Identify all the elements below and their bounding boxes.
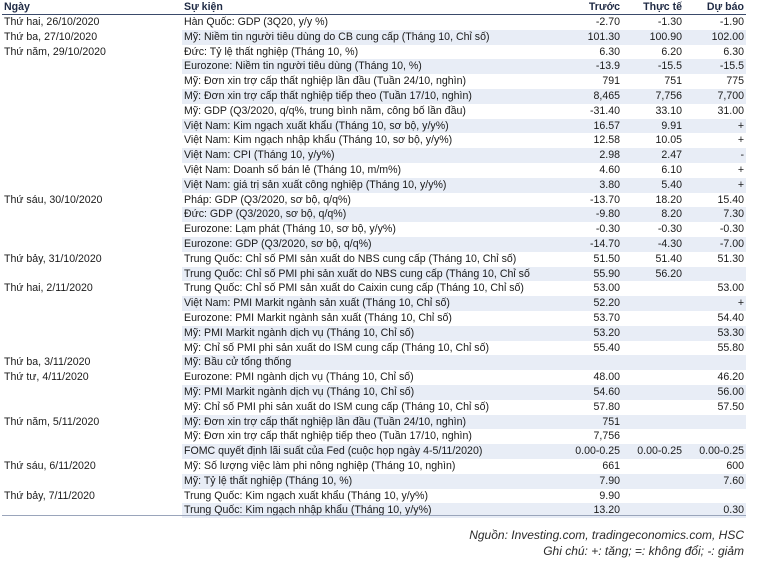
row-previous: 7.90 — [560, 474, 622, 489]
table-row — [2, 415, 746, 430]
row-event: Đức: GDP (Q3/2020, sơ bộ, q/q%) — [182, 207, 560, 222]
table-row — [2, 15, 746, 30]
row-previous: 751 — [560, 415, 622, 430]
row-forecast: 15.40 — [684, 193, 746, 208]
row-previous: 661 — [560, 459, 622, 474]
row-previous: 2.98 — [560, 148, 622, 163]
row-previous: 4.60 — [560, 163, 622, 178]
row-actual — [622, 311, 684, 326]
row-event: Eurozone: GDP (Q3/2020, sơ bộ, q/q%) — [182, 237, 560, 252]
row-actual: -15.5 — [622, 59, 684, 74]
row-actual — [622, 400, 684, 415]
row-actual: 8.20 — [622, 207, 684, 222]
row-forecast: -15.5 — [684, 59, 746, 74]
row-actual — [622, 296, 684, 311]
row-event: Việt Nam: giá trị sản xuất công nghiệp (Tháng 10, y/y%) — [182, 178, 560, 193]
row-date — [2, 267, 182, 282]
row-date — [2, 163, 182, 178]
table-row — [2, 355, 746, 370]
footer-divider — [2, 515, 746, 516]
row-actual: 2.47 — [622, 148, 684, 163]
row-forecast: 7.30 — [684, 207, 746, 222]
table-row — [2, 133, 746, 148]
header-event: Sự kiện — [182, 0, 560, 15]
row-previous: 53.20 — [560, 326, 622, 341]
row-event: Trung Quốc: Chỉ số PMI sản xuất do Caixin cung cấp (Tháng 10, Chỉ số) — [182, 281, 560, 296]
row-actual: 7,756 — [622, 89, 684, 104]
row-event: Eurozone: Niềm tin người tiêu dùng (Tháng 10, %) — [182, 59, 560, 74]
row-forecast: 7,700 — [684, 89, 746, 104]
table-row — [2, 222, 746, 237]
table-row — [2, 193, 746, 208]
row-date — [2, 133, 182, 148]
row-event: Eurozone: PMI Markit ngành sản xuất (Tháng 10, Chỉ số) — [182, 311, 560, 326]
row-forecast: 54.40 — [684, 311, 746, 326]
row-event: Mỹ: Tỷ lệ thất nghiệp (Tháng 10, %) — [182, 474, 560, 489]
row-previous: -31.40 — [560, 104, 622, 119]
row-date — [2, 59, 182, 74]
table-row — [2, 252, 746, 267]
table-row — [2, 89, 746, 104]
table-row — [2, 30, 746, 45]
row-actual: 56.20 — [622, 267, 684, 282]
row-event: Mỹ: PMI Markit ngành dịch vụ (Tháng 10, Chỉ số) — [182, 385, 560, 400]
row-date — [2, 148, 182, 163]
row-event: Eurozone: PMI ngành dịch vụ (Tháng 10, Chỉ số) — [182, 370, 560, 385]
row-event: Việt Nam: CPI (Tháng 10, y/y%) — [182, 148, 560, 163]
row-actual: -1.30 — [622, 15, 684, 30]
row-previous: 52.20 — [560, 296, 622, 311]
row-forecast: 56.00 — [684, 385, 746, 400]
row-date — [2, 474, 182, 489]
table-row — [2, 341, 746, 356]
row-previous: 7,756 — [560, 429, 622, 444]
row-actual: 6.10 — [622, 163, 684, 178]
row-previous: 53.70 — [560, 311, 622, 326]
row-actual — [622, 474, 684, 489]
row-actual: 51.40 — [622, 252, 684, 267]
row-actual: 9.91 — [622, 119, 684, 134]
row-actual: 6.20 — [622, 45, 684, 60]
row-date — [2, 385, 182, 400]
row-event: Việt Nam: Kim ngạch nhập khẩu (Tháng 10, sơ bộ, y/y%) — [182, 133, 560, 148]
row-date: Thứ ba, 27/10/2020 — [4, 30, 98, 43]
row-event: Trung Quốc: Chỉ số PMI phi sản xuất do NBS cung cấp (Tháng 10, Chỉ số — [182, 267, 560, 282]
table-row — [2, 281, 746, 296]
row-event: Mỹ: Bầu cử tổng thống — [182, 355, 560, 370]
row-date — [2, 119, 182, 134]
row-date: Thứ ba, 3/11/2020 — [4, 356, 91, 369]
row-previous: 55.40 — [560, 341, 622, 356]
row-forecast: 55.80 — [684, 341, 746, 356]
row-previous: 3.80 — [560, 178, 622, 193]
row-forecast: -0.30 — [684, 222, 746, 237]
row-date — [2, 326, 182, 341]
row-forecast: 775 — [684, 74, 746, 89]
row-actual: 10.05 — [622, 133, 684, 148]
row-date: Thứ hai, 26/10/2020 — [4, 16, 100, 28]
row-event: Hàn Quốc: GDP (3Q20, y/y %) — [182, 15, 560, 30]
row-previous: 0.00-0.25 — [560, 444, 622, 459]
legend-note: Ghi chú: +: tăng; =: không đổi; -: giảm — [543, 544, 744, 558]
table-row — [2, 207, 746, 222]
row-actual — [622, 281, 684, 296]
row-actual: 5.40 — [622, 178, 684, 193]
row-previous: -13.9 — [560, 59, 622, 74]
row-forecast: 53.30 — [684, 326, 746, 341]
table-row — [2, 163, 746, 178]
row-date — [2, 237, 182, 252]
table-row — [2, 459, 746, 474]
row-forecast: -1.90 — [684, 15, 746, 30]
row-previous — [560, 355, 622, 370]
row-event: Mỹ: GDP (Q3/2020, q/q%, trung bình năm, công bố lần đầu) — [182, 104, 560, 119]
row-forecast: 0.30 — [684, 503, 746, 518]
row-forecast — [684, 429, 746, 444]
row-previous: 51.50 — [560, 252, 622, 267]
row-previous: 54.60 — [560, 385, 622, 400]
row-forecast: -7.00 — [684, 237, 746, 252]
row-date — [2, 89, 182, 104]
row-date: Thứ tư, 4/11/2020 — [4, 371, 89, 384]
row-date: Thứ năm, 5/11/2020 — [4, 415, 100, 428]
row-forecast: 6.30 — [684, 45, 746, 60]
row-previous: -0.30 — [560, 222, 622, 237]
row-event: Pháp: GDP (Q3/2020, sơ bộ, q/q%) — [182, 193, 560, 208]
row-date — [2, 178, 182, 193]
row-previous: 8,465 — [560, 89, 622, 104]
table-row — [2, 370, 746, 385]
row-event: Đức: Tỷ lệ thất nghiệp (Tháng 10, %) — [182, 45, 560, 60]
row-actual — [622, 489, 684, 504]
source-note: Nguồn: Investing.com, tradingeconomics.com, HSC — [469, 528, 744, 542]
row-actual — [622, 341, 684, 356]
row-event: Mỹ: Đơn xin trợ cấp thất nghiệp tiếp theo (Tuần 17/10, nghìn) — [182, 89, 560, 104]
calendar-body — [2, 15, 746, 519]
row-date: Thứ sáu, 30/10/2020 — [4, 193, 103, 206]
row-actual — [622, 429, 684, 444]
row-forecast: 0.00-0.25 — [684, 444, 746, 459]
row-previous: 9.90 — [560, 489, 622, 504]
table-row — [2, 104, 746, 119]
row-event: Mỹ: Niềm tin người tiêu dùng do CB cung cấp (Tháng 10, Chỉ số) — [182, 30, 560, 45]
row-previous: 16.57 — [560, 119, 622, 134]
row-forecast — [684, 267, 746, 282]
table-row — [2, 385, 746, 400]
row-date — [2, 341, 182, 356]
row-date — [2, 207, 182, 222]
row-actual — [622, 385, 684, 400]
row-forecast — [684, 355, 746, 370]
table-row — [2, 296, 746, 311]
row-forecast: 7.60 — [684, 474, 746, 489]
row-actual: 0.00-0.25 — [622, 444, 684, 459]
row-actual: 100.90 — [622, 30, 684, 45]
row-forecast: 102.00 — [684, 30, 746, 45]
row-previous: 13.20 — [560, 503, 622, 518]
row-actual: -4.30 — [622, 237, 684, 252]
table-row — [2, 489, 746, 504]
row-previous: 55.90 — [560, 267, 622, 282]
row-date — [2, 74, 182, 89]
row-previous: 53.00 — [560, 281, 622, 296]
row-event: Việt Nam: Doanh số bán lẻ (Tháng 10, m/m%) — [182, 163, 560, 178]
row-forecast: + — [684, 296, 746, 311]
row-date — [2, 104, 182, 119]
row-actual — [622, 415, 684, 430]
row-date — [2, 311, 182, 326]
row-date: Thứ bảy, 7/11/2020 — [4, 489, 95, 502]
row-date: Thứ bảy, 31/10/2020 — [4, 252, 102, 265]
row-forecast — [684, 415, 746, 430]
table-row — [2, 74, 746, 89]
row-forecast: + — [684, 119, 746, 134]
row-actual — [622, 370, 684, 385]
header-row — [2, 0, 746, 15]
row-previous: -14.70 — [560, 237, 622, 252]
row-date: Thứ năm, 29/10/2020 — [4, 45, 106, 58]
row-previous: 6.30 — [560, 45, 622, 60]
row-actual — [622, 459, 684, 474]
row-event: Eurozone: Lạm phát (Tháng 10, sơ bộ, y/y%) — [182, 222, 560, 237]
row-date — [2, 222, 182, 237]
row-actual — [622, 326, 684, 341]
row-event: Mỹ: Đơn xin trợ cấp thất nghiệp tiếp theo (Tuần 17/10, nghìn) — [182, 429, 560, 444]
header-previous: Trước — [560, 0, 622, 15]
row-event: Việt Nam: Kim ngạch xuất khẩu (Tháng 10, sơ bộ, y/y%) — [182, 119, 560, 134]
row-date: Thứ sáu, 6/11/2020 — [4, 459, 96, 472]
row-previous: -9.80 — [560, 207, 622, 222]
row-actual — [622, 355, 684, 370]
row-forecast: + — [684, 178, 746, 193]
table-row — [2, 45, 746, 60]
row-actual: 18.20 — [622, 193, 684, 208]
row-actual: 33.10 — [622, 104, 684, 119]
header-actual: Thực tế — [622, 0, 684, 15]
calendar-table — [2, 0, 746, 518]
table-row — [2, 59, 746, 74]
row-event: Mỹ: PMI Markit ngành dịch vụ (Tháng 10, Chỉ số) — [182, 326, 560, 341]
row-actual: -0.30 — [622, 222, 684, 237]
table-row — [2, 267, 746, 282]
row-event: Mỹ: Đơn xin trợ cấp thất nghiệp lần đầu (Tuần 24/10, nghìn) — [182, 415, 560, 430]
table-row — [2, 178, 746, 193]
row-event: FOMC quyết định lãi suất của Fed (cuộc họp ngày 4-5/11/2020) — [182, 444, 560, 459]
row-previous: -13.70 — [560, 193, 622, 208]
row-date — [2, 429, 182, 444]
row-event: Mỹ: Số lượng việc làm phi nông nghiệp (Tháng 10, nghìn) — [182, 459, 560, 474]
row-date — [2, 444, 182, 459]
row-previous: 791 — [560, 74, 622, 89]
table-row — [2, 148, 746, 163]
row-actual: 751 — [622, 74, 684, 89]
row-event: Mỹ: Chỉ số PMI phi sản xuất do ISM cung cấp (Tháng 10, Chỉ số) — [182, 400, 560, 415]
row-forecast: + — [684, 133, 746, 148]
row-event: Mỹ: Đơn xin trợ cấp thất nghiệp lần đầu (Tuần 24/10, nghìn) — [182, 74, 560, 89]
row-event: Trung Quốc: Kim ngạch nhập khẩu (Tháng 10, y/y%) — [182, 503, 560, 518]
row-previous: 101.30 — [560, 30, 622, 45]
header-forecast: Dự báo — [684, 0, 746, 15]
row-forecast: 31.00 — [684, 104, 746, 119]
table-row — [2, 237, 746, 252]
row-date — [2, 400, 182, 415]
row-previous: 48.00 — [560, 370, 622, 385]
table-row — [2, 119, 746, 134]
row-date: Thứ hai, 2/11/2020 — [4, 282, 93, 295]
table-row — [2, 311, 746, 326]
row-forecast: 53.00 — [684, 281, 746, 296]
row-previous: 57.80 — [560, 400, 622, 415]
table-row — [2, 326, 746, 341]
row-forecast: 51.30 — [684, 252, 746, 267]
row-event: Mỹ: Chỉ số PMI phi sản xuất do ISM cung cấp (Tháng 10, Chỉ số) — [182, 341, 560, 356]
row-previous: 12.58 — [560, 133, 622, 148]
table-row — [2, 474, 746, 489]
row-previous: -2.70 — [560, 15, 622, 30]
row-forecast: 46.20 — [684, 370, 746, 385]
row-event: Việt Nam: PMI Markit ngành sản xuất (Tháng 10, Chỉ số) — [182, 296, 560, 311]
row-forecast — [684, 489, 746, 504]
row-forecast: 600 — [684, 459, 746, 474]
header-date: Ngày — [2, 0, 182, 15]
row-event: Trung Quốc: Kim ngạch xuất khẩu (Tháng 10, y/y%) — [182, 489, 560, 504]
row-forecast: + — [684, 163, 746, 178]
row-forecast: - — [684, 148, 746, 163]
row-forecast: 57.50 — [684, 400, 746, 415]
row-date — [2, 296, 182, 311]
table-row — [2, 400, 746, 415]
table-row — [2, 444, 746, 459]
table-row — [2, 429, 746, 444]
row-event: Trung Quốc: Chỉ số PMI sản xuất do NBS cung cấp (Tháng 10, Chỉ số) — [182, 252, 560, 267]
